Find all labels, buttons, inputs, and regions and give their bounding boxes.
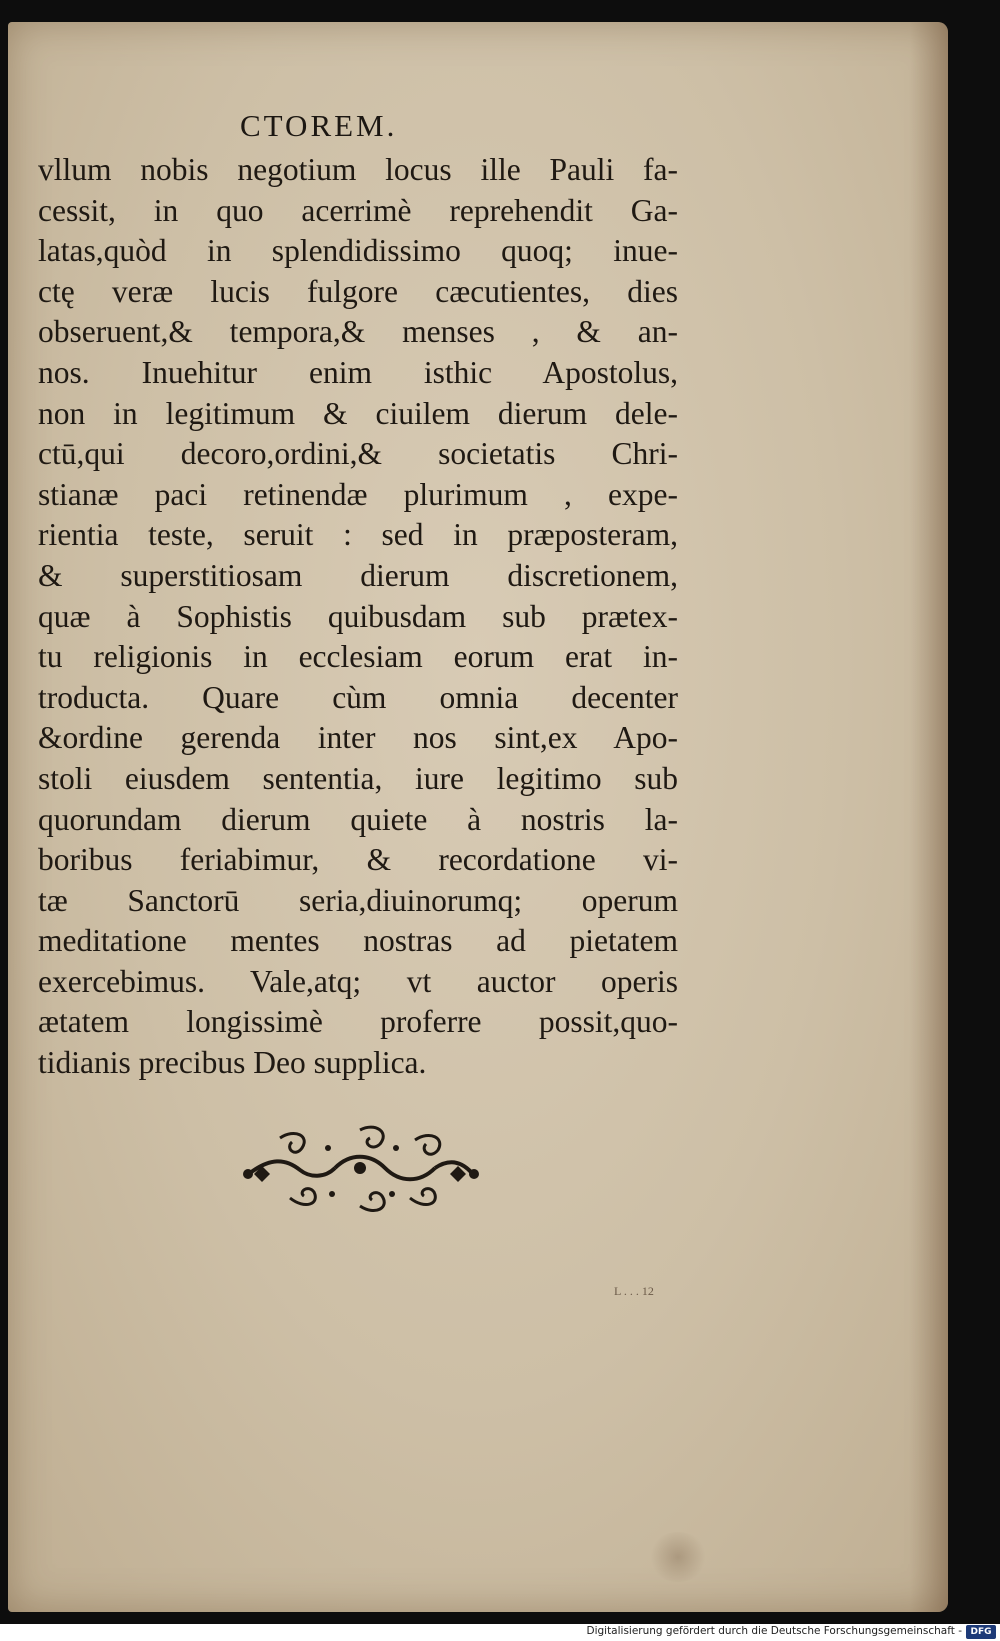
text-line: stianæ paci retinendæ plurimum , expe-	[38, 476, 678, 512]
body-text	[38, 150, 678, 1084]
text-line: latas,quòd in splendidissimo quoq; inue-	[38, 233, 678, 269]
text-line: ætatem longissimè proferre possit,quo-	[38, 1004, 678, 1040]
page-edge-shading	[910, 22, 948, 1612]
text-line: non in legitimum & ciuilem dierum dele-	[38, 395, 678, 431]
text-line: vllum nobis negotium locus ille Pauli fa-	[38, 152, 678, 187]
text-line: ctę veræ lucis fulgore cæcutientes, dies	[38, 273, 678, 309]
text-line: rientia teste, seruit : sed in præposteram,	[38, 517, 678, 553]
running-head: CTOREM.	[240, 108, 398, 143]
text-line: troducta. Quare cùm omnia decenter	[38, 679, 678, 715]
signature-mark: L . . . 12	[614, 1284, 654, 1298]
text-line: nos. Inuehitur enim isthic Apostolus,	[38, 354, 678, 390]
text-line: & superstitiosam dierum discretionem,	[38, 557, 678, 593]
footer-credit: Digitalisierung gefördert durch die Deutsche Forschungsgemeinschaft -	[586, 1625, 962, 1637]
text-line: meditatione mentes nostras ad pietatem	[38, 923, 678, 959]
text-line: quorundam dierum quiete à nostris la-	[38, 801, 678, 837]
text-line: quæ à Sophistis quibusdam sub prætex-	[38, 598, 678, 634]
text-line: &ordine gerenda inter nos sint,ex Apo-	[38, 720, 678, 756]
text-line: cessit, in quo acerrimè reprehendit Ga-	[38, 192, 678, 228]
text-line: obseruent,& tempora,& menses , & an-	[38, 314, 678, 350]
fleuron-ornament-icon	[240, 1118, 480, 1218]
text-line: tidianis precibus Deo supplica.	[38, 1045, 427, 1081]
paper-stain	[648, 1532, 708, 1582]
text-line: tu religionis in ecclesiam eorum erat in-	[38, 639, 678, 675]
text-line: tæ Sanctorū seria,diuinorumq; operum	[38, 882, 678, 918]
text-line: boribus feriabimur, & recordatione vi-	[38, 842, 678, 878]
text-line: stoli eiusdem sententia, iure legitimo sub	[38, 760, 678, 796]
dfg-logo: DFG	[966, 1625, 996, 1639]
text-line: ctū,qui decoro,ordini,& societatis Chri-	[38, 436, 678, 472]
digitization-footer	[0, 1624, 1000, 1641]
text-line: exercebimus. Vale,atq; vt auctor operis	[38, 963, 678, 999]
